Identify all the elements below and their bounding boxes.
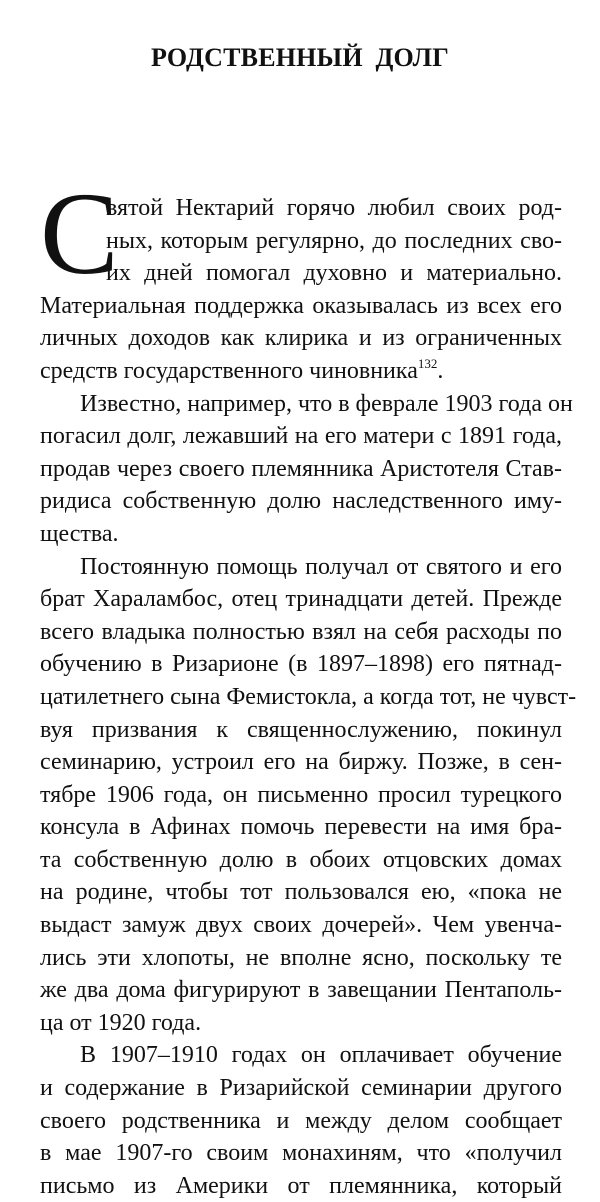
text-line — [40, 518, 562, 551]
text-line — [40, 681, 577, 714]
text-line — [40, 974, 562, 1007]
text-line — [40, 1170, 562, 1202]
text-line — [40, 1072, 562, 1105]
line-text: и содержание в Ризарийской семинарии другого — [40, 1075, 562, 1102]
text-line — [40, 355, 562, 388]
page-title: РОДСТВЕННЫЙ ДОЛГ — [151, 43, 449, 73]
line-text: всего владыка полностью взял на себя расходы по — [40, 618, 562, 645]
text-lines — [40, 192, 577, 1202]
line-text: письмо из Америки от племянника, который — [40, 1172, 562, 1199]
line-text: на родине, чтобы тот пользовался ею, «пока не — [40, 879, 562, 906]
line-text: щества. — [40, 520, 119, 547]
text-line — [40, 714, 562, 747]
text-line — [40, 876, 562, 909]
text-line — [40, 942, 562, 975]
text-line — [40, 909, 562, 942]
line-text: цатилетнего сына Фемистокла, а когда тот, не чувст- — [40, 683, 577, 710]
text-line — [40, 1007, 562, 1040]
line-text: же два дома фигурируют в завещании Пентаполь- — [40, 977, 562, 1004]
text-line — [40, 1039, 562, 1072]
line-text: семинарию, устроил его на биржу. Позже, в сен- — [40, 749, 562, 776]
text-line — [40, 485, 562, 518]
text-line — [40, 420, 562, 453]
text-line — [40, 1105, 562, 1138]
text-line — [40, 616, 562, 649]
text-line — [40, 746, 562, 779]
text-line — [40, 811, 562, 844]
line-text: личных доходов как клирика и из ограниченных — [40, 325, 562, 352]
line-text: тябре 1906 года, он письменно просил турецкого — [40, 781, 562, 808]
body-text — [40, 168, 577, 1202]
text-line — [40, 1137, 562, 1170]
text-line — [40, 322, 562, 355]
line-text: брат Хараламбос, отец тринадцати детей. Прежде — [40, 586, 562, 613]
text-line — [40, 583, 562, 616]
line-text: средств государственного чиновника — [40, 357, 418, 384]
line-text: Постоянную помощь получал от святого и его — [80, 553, 562, 580]
line-text: Известно, например, что в феврале 1903 года он — [80, 390, 573, 417]
line-text: погасил долг, лежавший на его матери с 1891 года, — [40, 423, 562, 450]
text-line — [40, 388, 573, 421]
line-text: В 1907–1910 годах он оплачивает обучение — [80, 1042, 562, 1069]
text-line — [40, 648, 562, 681]
line-text: своего родственника и между делом сообщает — [40, 1107, 562, 1134]
line-text: вятой Нектарий горячо любил своих род- — [106, 195, 562, 221]
text-line — [40, 453, 562, 486]
drop-cap: С — [40, 168, 119, 299]
line-text: обучению в Ризарионе (в 1897–1898) его пятнад- — [40, 651, 562, 678]
line-text: ных, которым регулярно, до последних сво- — [106, 227, 562, 254]
line-text: вуя призвания к священнослужению, покинул — [40, 716, 562, 743]
line-text: ридиса собственную долю наследственного иму- — [40, 488, 562, 515]
text-line — [40, 844, 562, 877]
line-text: их дней помогал духовно и материально. — [106, 260, 562, 287]
text-line — [40, 779, 562, 812]
text-line — [40, 551, 562, 584]
line-text: в мае 1907-го своим монахиням, что «получил — [40, 1140, 562, 1167]
line-punctuation: . — [437, 357, 444, 384]
line-text: ца от 1920 года. — [40, 1009, 202, 1036]
line-text: выдаст замуж двух своих дочерей». Чем увенча- — [40, 912, 562, 939]
footnote-marker: 132 — [417, 355, 438, 371]
line-text: та собственную долю в обоих отцовских домах — [40, 846, 562, 873]
line-text: продав через своего племянника Аристотеля Став- — [40, 455, 562, 482]
line-text: лись эти хлопоты, не вполне ясно, поскольку те — [40, 944, 562, 971]
line-text: консула в Афинах помочь перевести на имя бра- — [40, 814, 562, 841]
line-text: Материальная поддержка оказывалась из всех его — [40, 292, 562, 319]
